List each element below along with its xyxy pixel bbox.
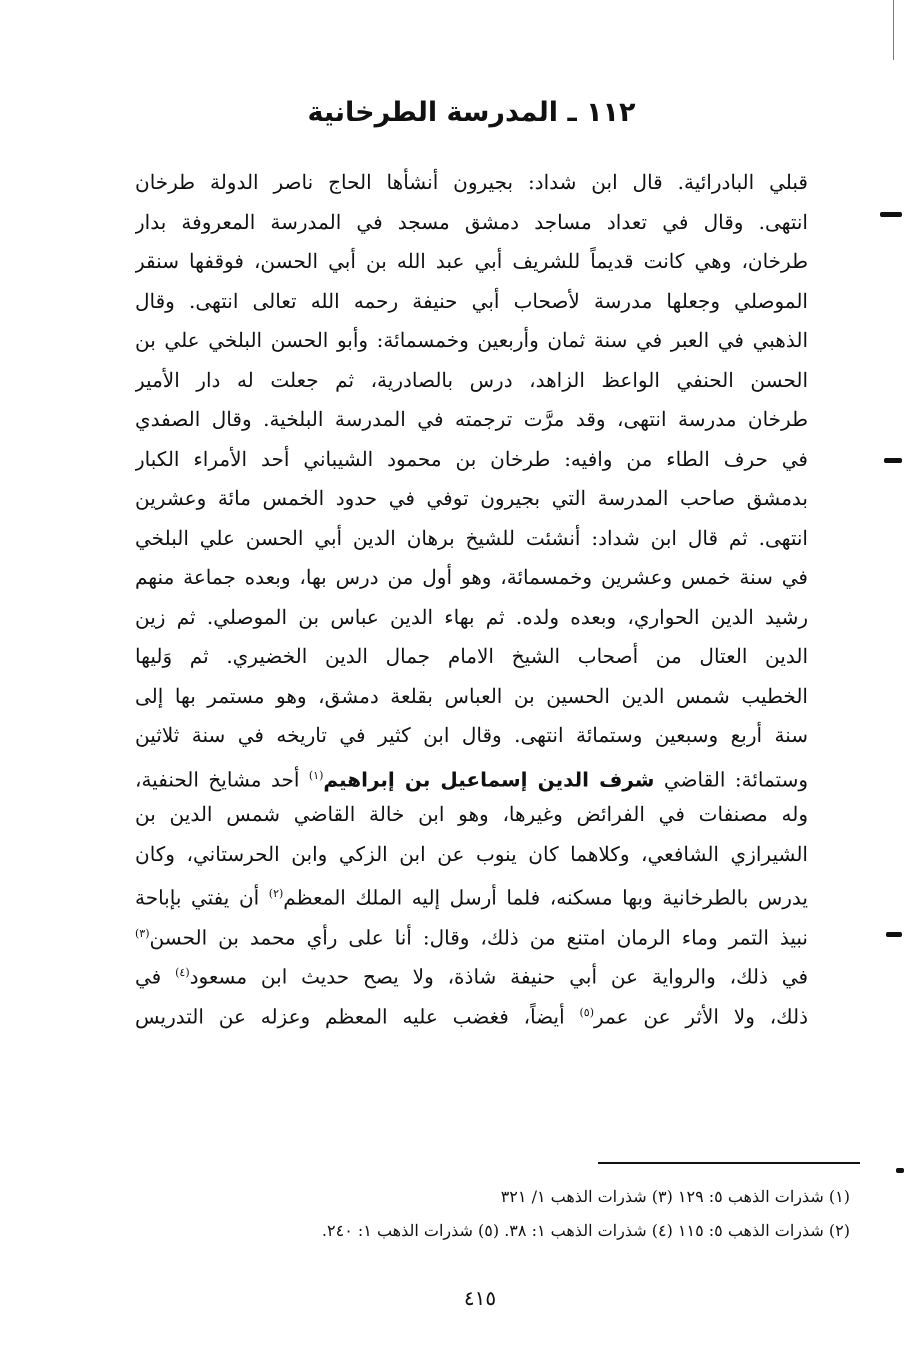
text-line — [135, 953, 808, 993]
text-line: وله مصنفات في الفرائض وغيرها، وهو ابن خالة القاضي شمس الدين بن — [135, 802, 808, 826]
margin-mark — [896, 1168, 904, 1173]
section-heading: ١١٢ ـ المدرسة الطرخانية — [307, 97, 636, 128]
footnote-ref: (٥) — [579, 1005, 595, 1019]
line-text: أيضاً، فغضب عليه المعظم وعزله عن التدريس — [135, 1004, 580, 1029]
margin-mark — [886, 932, 902, 937]
text-line: الشيرازي الشافعي، وكلاهما كان ينوب عن ابن الزكي وابن الحرستاني، وكان — [135, 841, 808, 866]
footnote-line: (٢) شذرات الذهب ٥: ١١٥ (٤) شذرات الذهب ١: ٣٨. (٥) شذرات الذهب ١: ٢٤٠. — [321, 1221, 850, 1240]
text-line: الحسن الحنفي الواعظ الزاهد، درس بالصادرية، ثم جعلت له دار الأمير — [135, 367, 808, 392]
text-line: قبلي البادرائية. قال ابن شداد: بجيرون أنشأها الحاج ناصر الدولة طرخان — [135, 170, 808, 194]
text-line: سنة أربع وسبعين وستمائة انتهى. وقال ابن كثير في تاريخه في سنة ثلاثين — [135, 723, 808, 747]
line-text: في ذلك، والرواية عن أبي حنيفة شاذة، ولا يصح حديث ابن مسعود — [189, 964, 808, 989]
text-line — [135, 993, 808, 1033]
footnote-separator — [598, 1162, 860, 1164]
text-line — [135, 756, 808, 796]
footnote-ref: (٢) — [268, 887, 284, 900]
text-line: الموصلي وجعلها مدرسة لأصحاب أبي حنيفة رحمه الله تعالى انتهى. وقال — [135, 288, 808, 313]
margin-mark — [880, 212, 902, 217]
line-text: وستمائة: القاضي — [654, 767, 808, 792]
line-text: أحد مشايخ الحنفية، — [135, 767, 309, 792]
page-edge-line — [893, 0, 894, 60]
line-text: نبيذ التمر وماء الرمان امتنع من ذلك، وقال: أنا على رأي محمد بن الحسن — [149, 925, 808, 950]
bold-name: شرف الدين إسماعيل بن إبراهيم — [323, 767, 655, 792]
text-line — [135, 914, 808, 954]
line-text: ذلك، ولا الأثر عن عمر — [594, 1004, 808, 1029]
text-line: الدين العتال من أصحاب الشيخ الامام جمال الدين الخضيري. ثم وَليها — [135, 644, 808, 668]
line-text: في — [135, 964, 176, 989]
body-text — [135, 163, 808, 1032]
footnote-ref: (٤) — [175, 966, 190, 979]
text-line: بدمشق صاحب المدرسة التي بجيرون توفي في حدود الخمس مائة وعشرين — [135, 486, 808, 510]
text-line: طرخان، وهي كانت قديماً للشريف أبي عبد الله بن أبي الحسن، فوقفها سنقر — [135, 249, 808, 273]
page-number: ٤١٥ — [463, 1286, 497, 1310]
line-text: أن يفتي بإباحة — [135, 885, 269, 910]
text-line: انتهى. وقال في تعداد مساجد دمشق مسجد في المدرسة المعروفة بدار — [135, 209, 808, 234]
margin-mark — [884, 458, 902, 463]
text-line: في حرف الطاء من وافيه: طرخان بن محمود الشيباني أحد الأمراء الكبار — [135, 446, 808, 471]
text-line: الذهبي في العبر في سنة ثمان وأربعين وخمسمائة: وأبو الحسن البلخي علي بن — [135, 328, 808, 352]
text-line — [135, 874, 808, 914]
footnote-line: (١) شذرات الذهب ٥: ١٢٩ (٣) شذرات الذهب ١/ ٣٢١ — [500, 1187, 850, 1206]
text-line: رشيد الدين الحواري، وبعده ولده. ثم بهاء الدين عباس بن الموصلي. ثم زين — [135, 604, 808, 629]
text-line: طرخان مدرسة انتهى، وقد مرَّت ترجمته في المدرسة البلخية. وقال الصفدي — [135, 407, 808, 431]
footnote-ref: (١) — [308, 768, 324, 782]
footnote-ref: (٣) — [135, 926, 150, 940]
text-line: الخطيب شمس الدين الحسين بن العباس بقلعة دمشق، وهو مستمر بها إلى — [135, 683, 808, 708]
footnotes — [160, 1180, 850, 1248]
line-text: يدرس بالطرخانية وبها مسكنه، فلما أرسل إليه الملك المعظم — [283, 885, 808, 910]
text-line: في سنة خمس وعشرين وخمسمائة، وهو أول من درس بها، وبعده جماعة منهم — [135, 565, 808, 589]
text-line: انتهى. ثم قال ابن شداد: أنشئت للشيخ برهان الدين أبي الحسن علي البلخي — [135, 525, 808, 550]
